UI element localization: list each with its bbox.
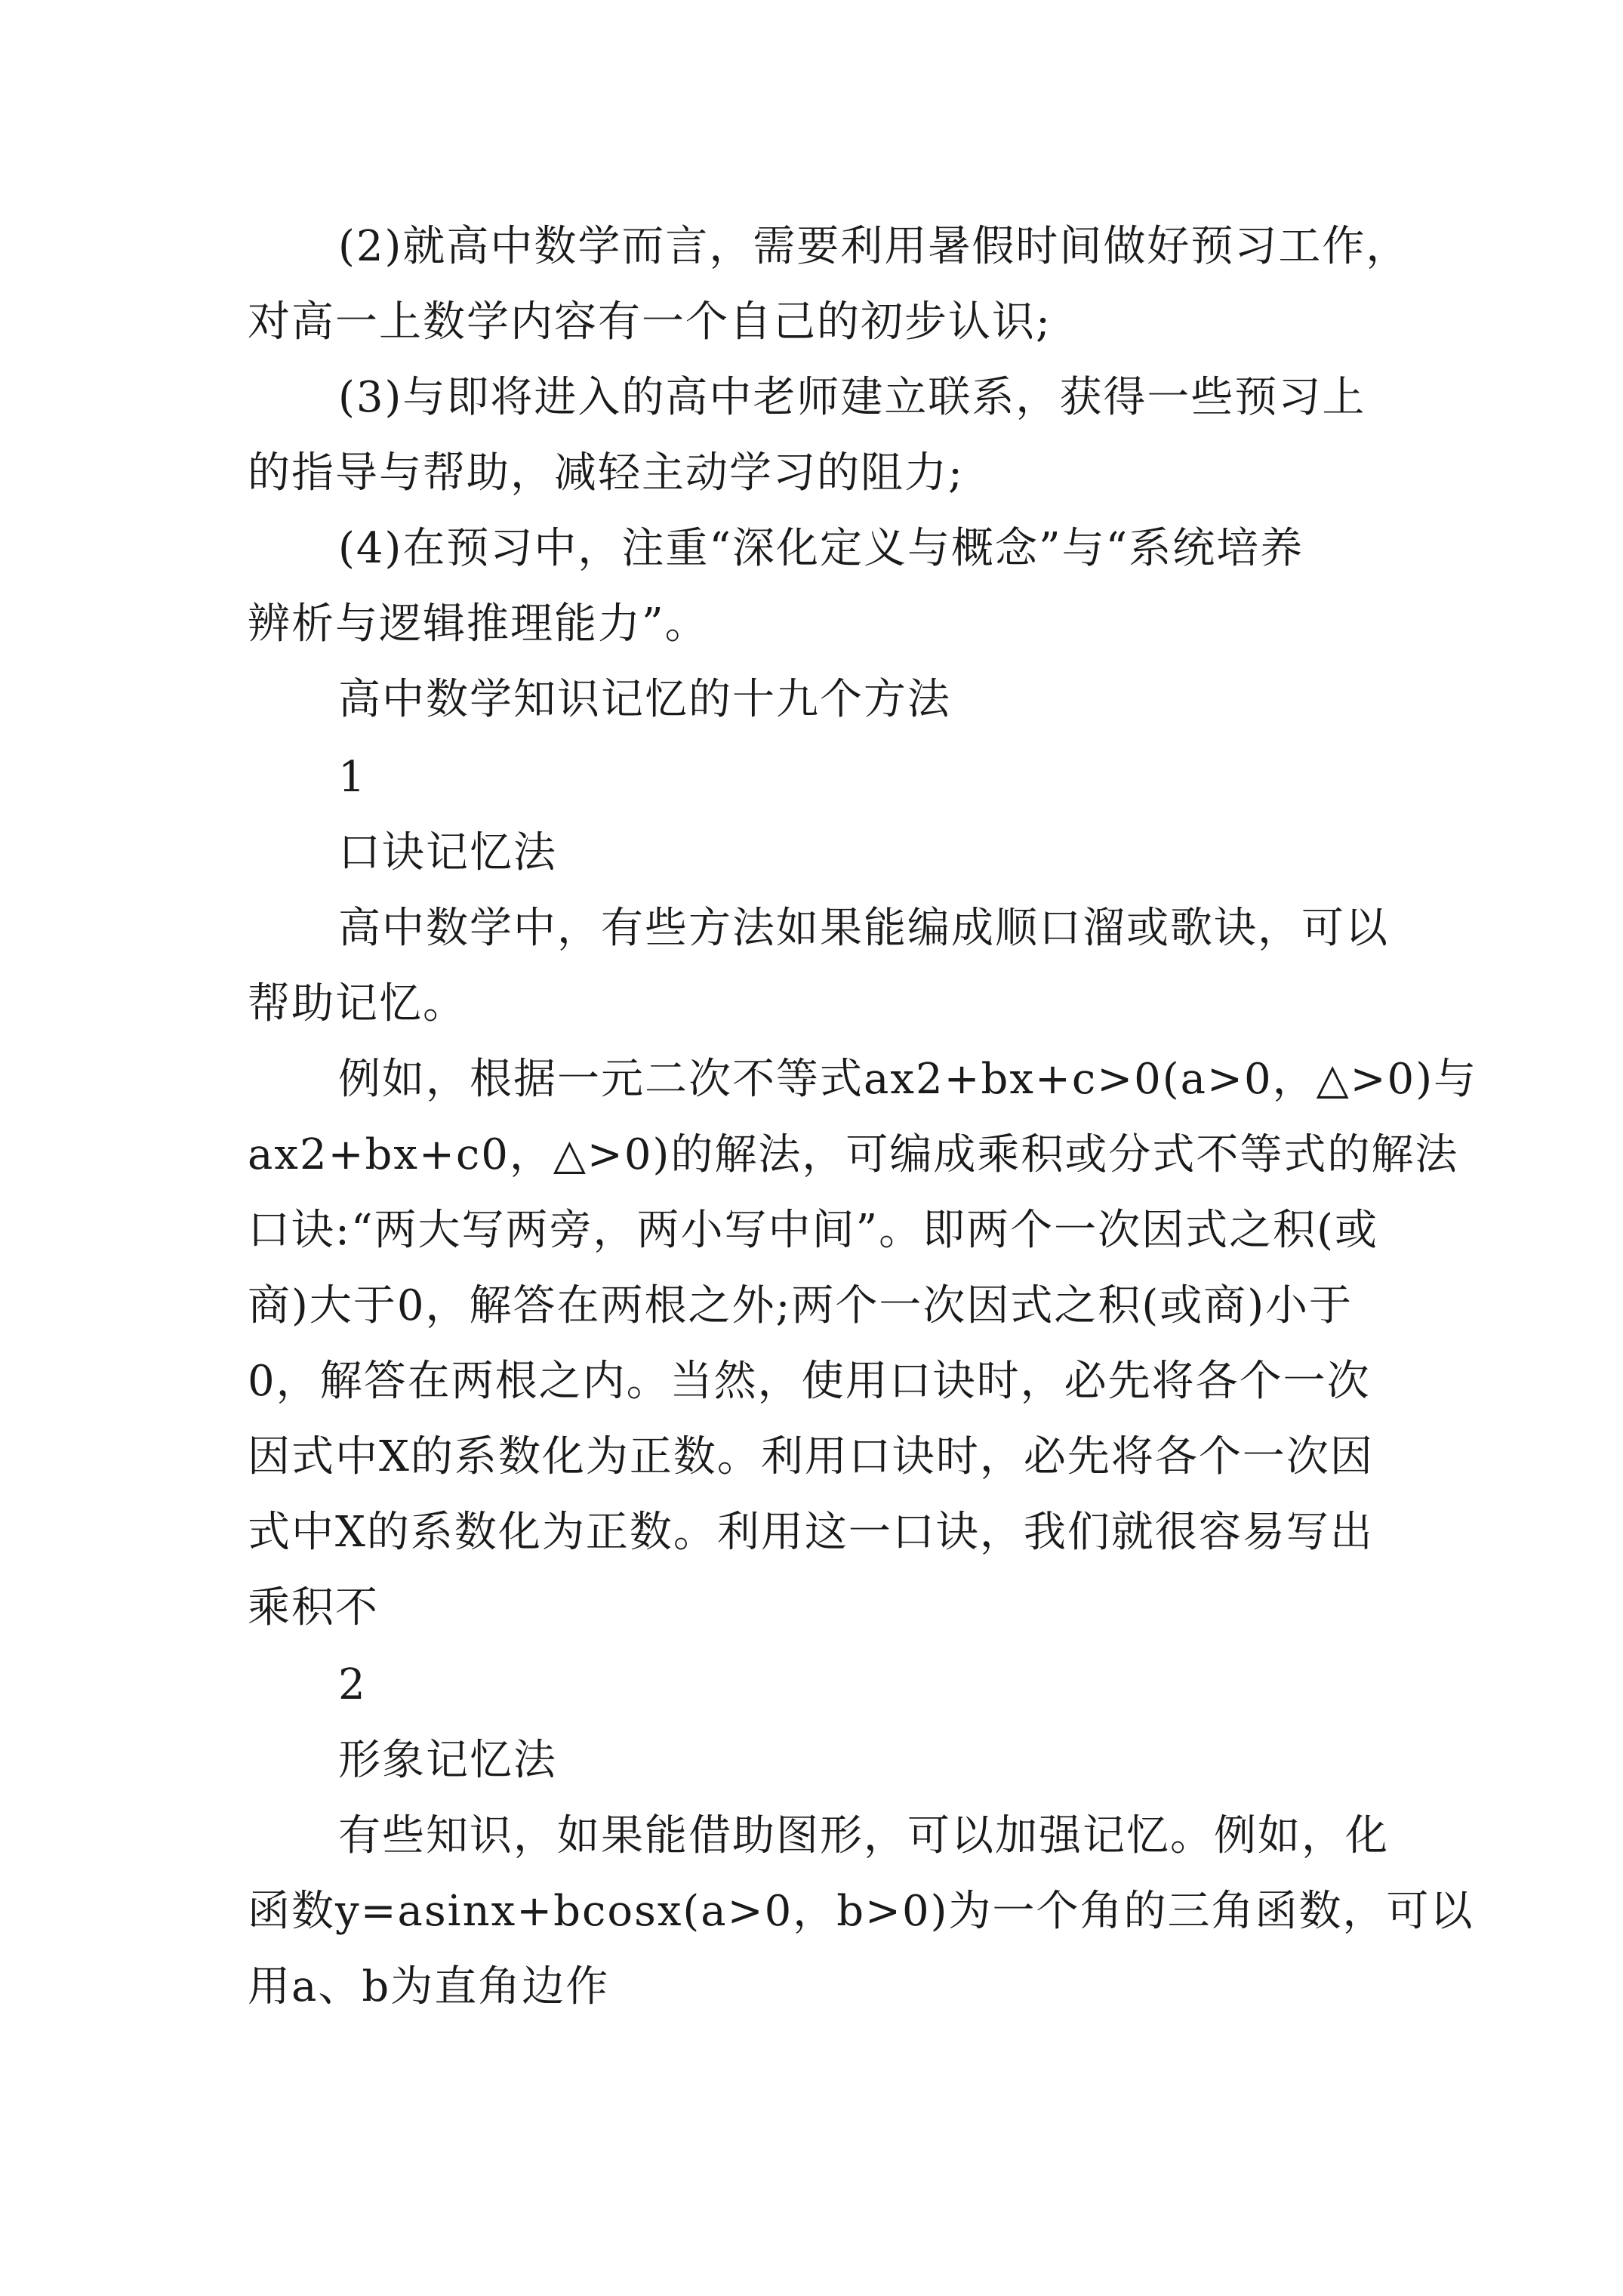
method-title: 形象记忆法 [338, 1736, 557, 1785]
text-line: 高中数学中，有些方法如果能编成顺口溜或歌诀，可以 [338, 904, 1389, 953]
text-line: 0，解答在两根之内。当然，使用口诀时，必先将各个一次 [248, 1357, 1371, 1406]
text-line: 口诀:“两大写两旁，两小写中间”。即两个一次因式之积(或 [248, 1206, 1378, 1255]
text-line: 用a、b为直角边作 [248, 1962, 610, 2011]
text-line: 商)大于0，解答在两根之外;两个一次因式之积(或商)小于 [248, 1281, 1354, 1330]
text-line: 因式中X的系数化为正数。利用口诀时，必先将各个一次因 [248, 1432, 1374, 1481]
text-line: 函数y=asinx+bcosx(a>0，b>0)为一个角的三角函数，可以 [248, 1887, 1474, 1936]
text-line: 式中X的系数化为正数。利用这一口诀，我们就很容易写出 [248, 1508, 1374, 1557]
text-line: 有些知识，如果能借助图形，可以加强记忆。例如，化 [338, 1811, 1389, 1860]
text-line: (3)与即将进入的高中老师建立联系，获得一些预习上 [338, 373, 1366, 422]
section-title: 高中数学知识记忆的十九个方法 [338, 675, 951, 724]
text-line: 例如，根据一元二次不等式ax2+bx+c>0(a>0，△>0)与 [338, 1055, 1478, 1104]
text-line: 的指导与帮助，减轻主动学习的阻力; [248, 448, 964, 498]
text-line: (4)在预习中，注重“深化定义与概念”与“系统培养 [338, 524, 1304, 573]
text-line: ax2+bx+c0，△>0)的解法，可编成乘积或分式不等式的解法 [248, 1130, 1459, 1179]
text-line: 帮助记忆。 [248, 979, 467, 1028]
method-title: 口诀记忆法 [338, 828, 557, 877]
text-line: 辨析与逻辑推理能力”。 [248, 599, 709, 649]
text-line: (2)就高中数学而言，需要利用暑假时间做好预习工作， [338, 222, 1410, 271]
method-number: 1 [338, 753, 367, 802]
text-line: 对高一上数学内容有一个自己的初步认识; [248, 297, 1052, 347]
text-line: 乘积不 [248, 1583, 379, 1632]
method-number: 2 [338, 1660, 367, 1709]
